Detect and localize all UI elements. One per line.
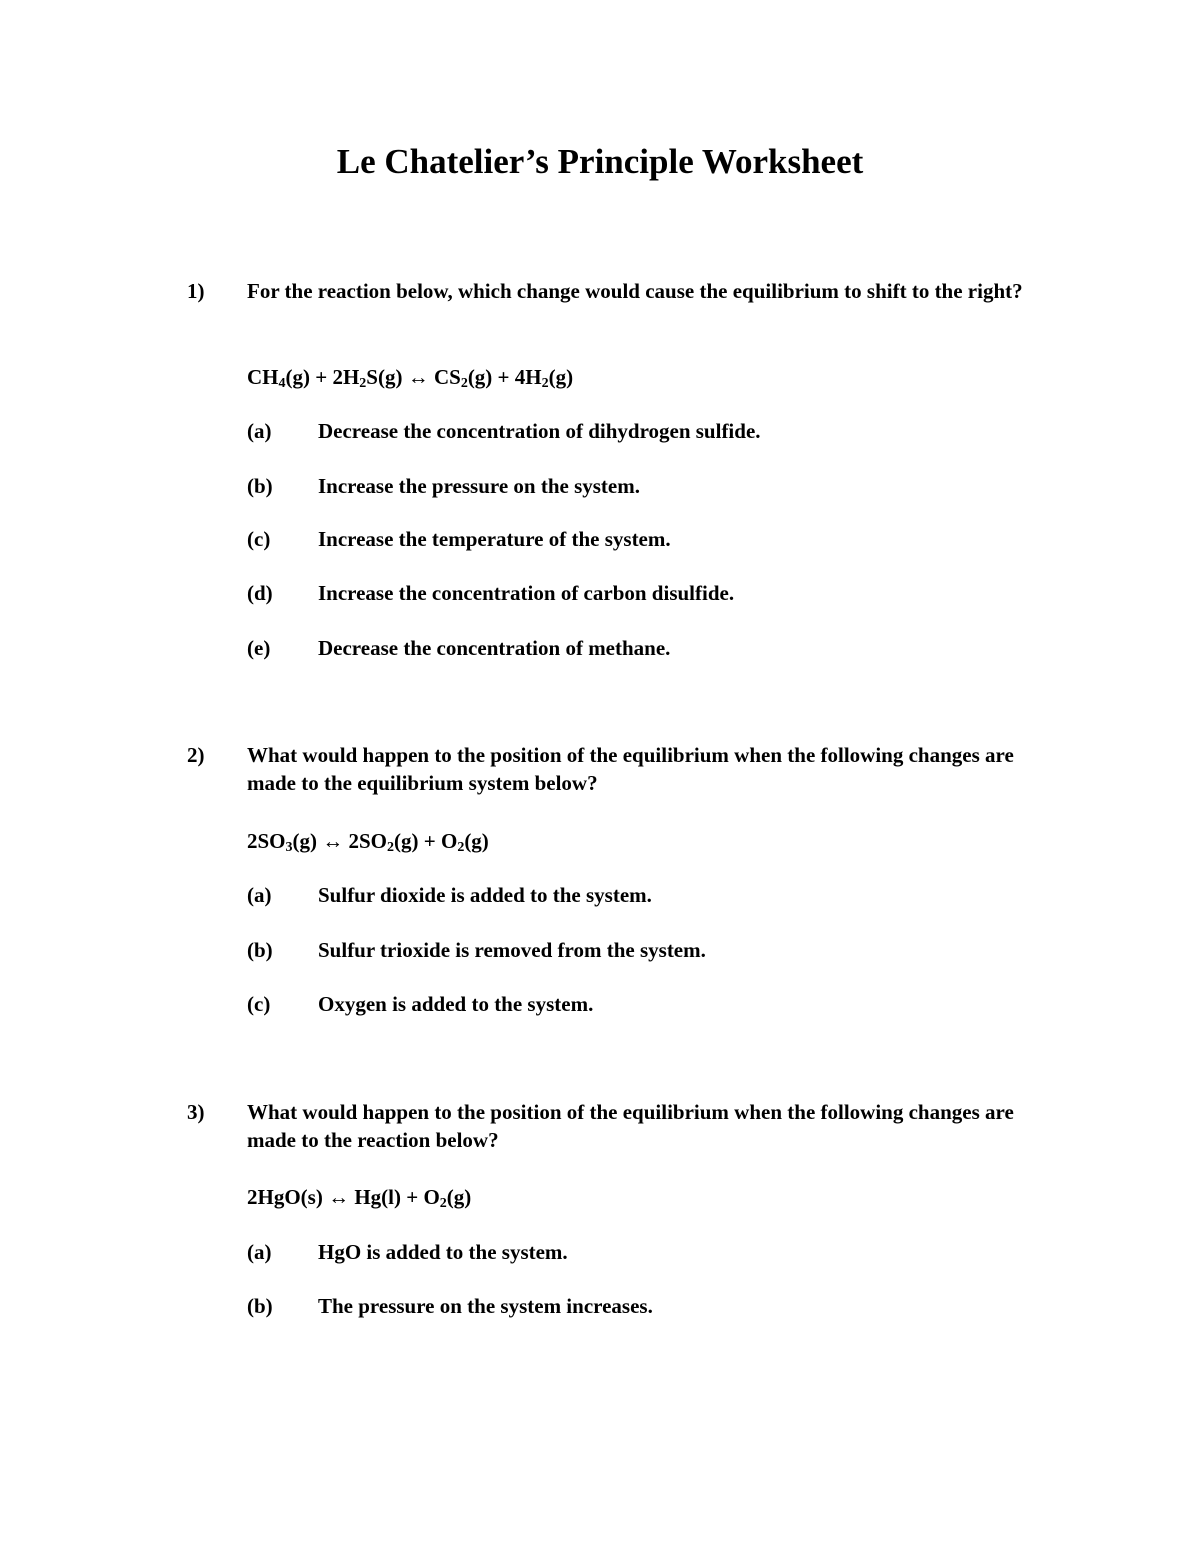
question-1-text: For the reaction below, which change would cause the equilibrium to shift to the right?	[247, 279, 1023, 303]
question-3-option-b-letter: (b)	[247, 1294, 273, 1318]
question-2-option-b-text: Sulfur trioxide is removed from the system.	[318, 938, 706, 962]
question-2-option-c-text: Oxygen is added to the system.	[318, 992, 594, 1016]
question-1-option-d-text: Increase the concentration of carbon disulfide.	[318, 581, 735, 605]
question-2-option-c-letter: (c)	[247, 992, 271, 1016]
question-1-option-e-letter: (e)	[247, 636, 271, 660]
page-title: Le Chatelier’s Principle Worksheet	[336, 142, 864, 181]
equation-subscript: 4	[278, 376, 286, 391]
question-2-option-a-letter: (a)	[247, 883, 272, 907]
question-1-option-c-text: Increase the temperature of the system.	[318, 527, 671, 551]
equation-subscript: 3	[285, 840, 293, 855]
equation-part: CH	[247, 365, 279, 389]
equation-part: 2SO	[247, 829, 286, 853]
question-1-option-e-text: Decrease the concentration of methane.	[318, 636, 671, 660]
question-3-text: What would happen to the position of the equilibrium when the following changes are made to the reaction below?	[247, 1100, 1014, 1152]
equation-part: (g)	[446, 1185, 472, 1209]
question-2-number: 2)	[187, 743, 205, 767]
equation-part: (g) + 2H	[285, 365, 360, 389]
question-2-option-b-letter: (b)	[247, 938, 273, 962]
question-1-number: 1)	[187, 279, 205, 303]
equation-part: (g)	[548, 365, 574, 389]
question-3-equation	[247, 1183, 471, 1211]
equation-subscript: 2	[439, 1196, 447, 1211]
equation-subscript: 2	[359, 376, 367, 391]
question-1-option-d-letter: (d)	[247, 581, 273, 605]
equation-part: (g) + O	[394, 829, 458, 853]
question-1-option-c-letter: (c)	[247, 527, 271, 551]
equation-part: 2HgO(s) ↔ Hg(l) + O	[247, 1185, 440, 1209]
question-3-option-a-text: HgO is added to the system.	[318, 1240, 568, 1264]
question-2-option-a-text: Sulfur dioxide is added to the system.	[318, 883, 652, 907]
equation-subscript: 2	[457, 840, 465, 855]
equation-subscript: 2	[460, 376, 468, 391]
question-2-text: What would happen to the position of the equilibrium when the following changes are made to the equilibrium system below?	[247, 743, 1014, 795]
question-1-option-b-letter: (b)	[247, 474, 273, 498]
question-1-equation	[247, 363, 573, 391]
equation-part: (g)	[464, 829, 489, 853]
question-1-option-a-text: Decrease the concentration of dihydrogen sulfide.	[318, 419, 761, 443]
equation-subscript: 2	[387, 840, 395, 855]
equation-part: (g) ↔ 2SO	[292, 829, 388, 853]
equation-part: (g) + 4H	[467, 365, 542, 389]
question-3-option-b-text: The pressure on the system increases.	[318, 1294, 653, 1318]
question-1-option-b-text: Increase the pressure on the system.	[318, 474, 640, 498]
question-1-option-a-letter: (a)	[247, 419, 272, 443]
equation-part: S(g) ↔ CS	[366, 365, 461, 389]
question-3-option-a-letter: (a)	[247, 1240, 272, 1264]
question-3-number: 3)	[187, 1100, 205, 1124]
equation-subscript: 2	[541, 376, 549, 391]
question-2-equation	[247, 827, 489, 855]
